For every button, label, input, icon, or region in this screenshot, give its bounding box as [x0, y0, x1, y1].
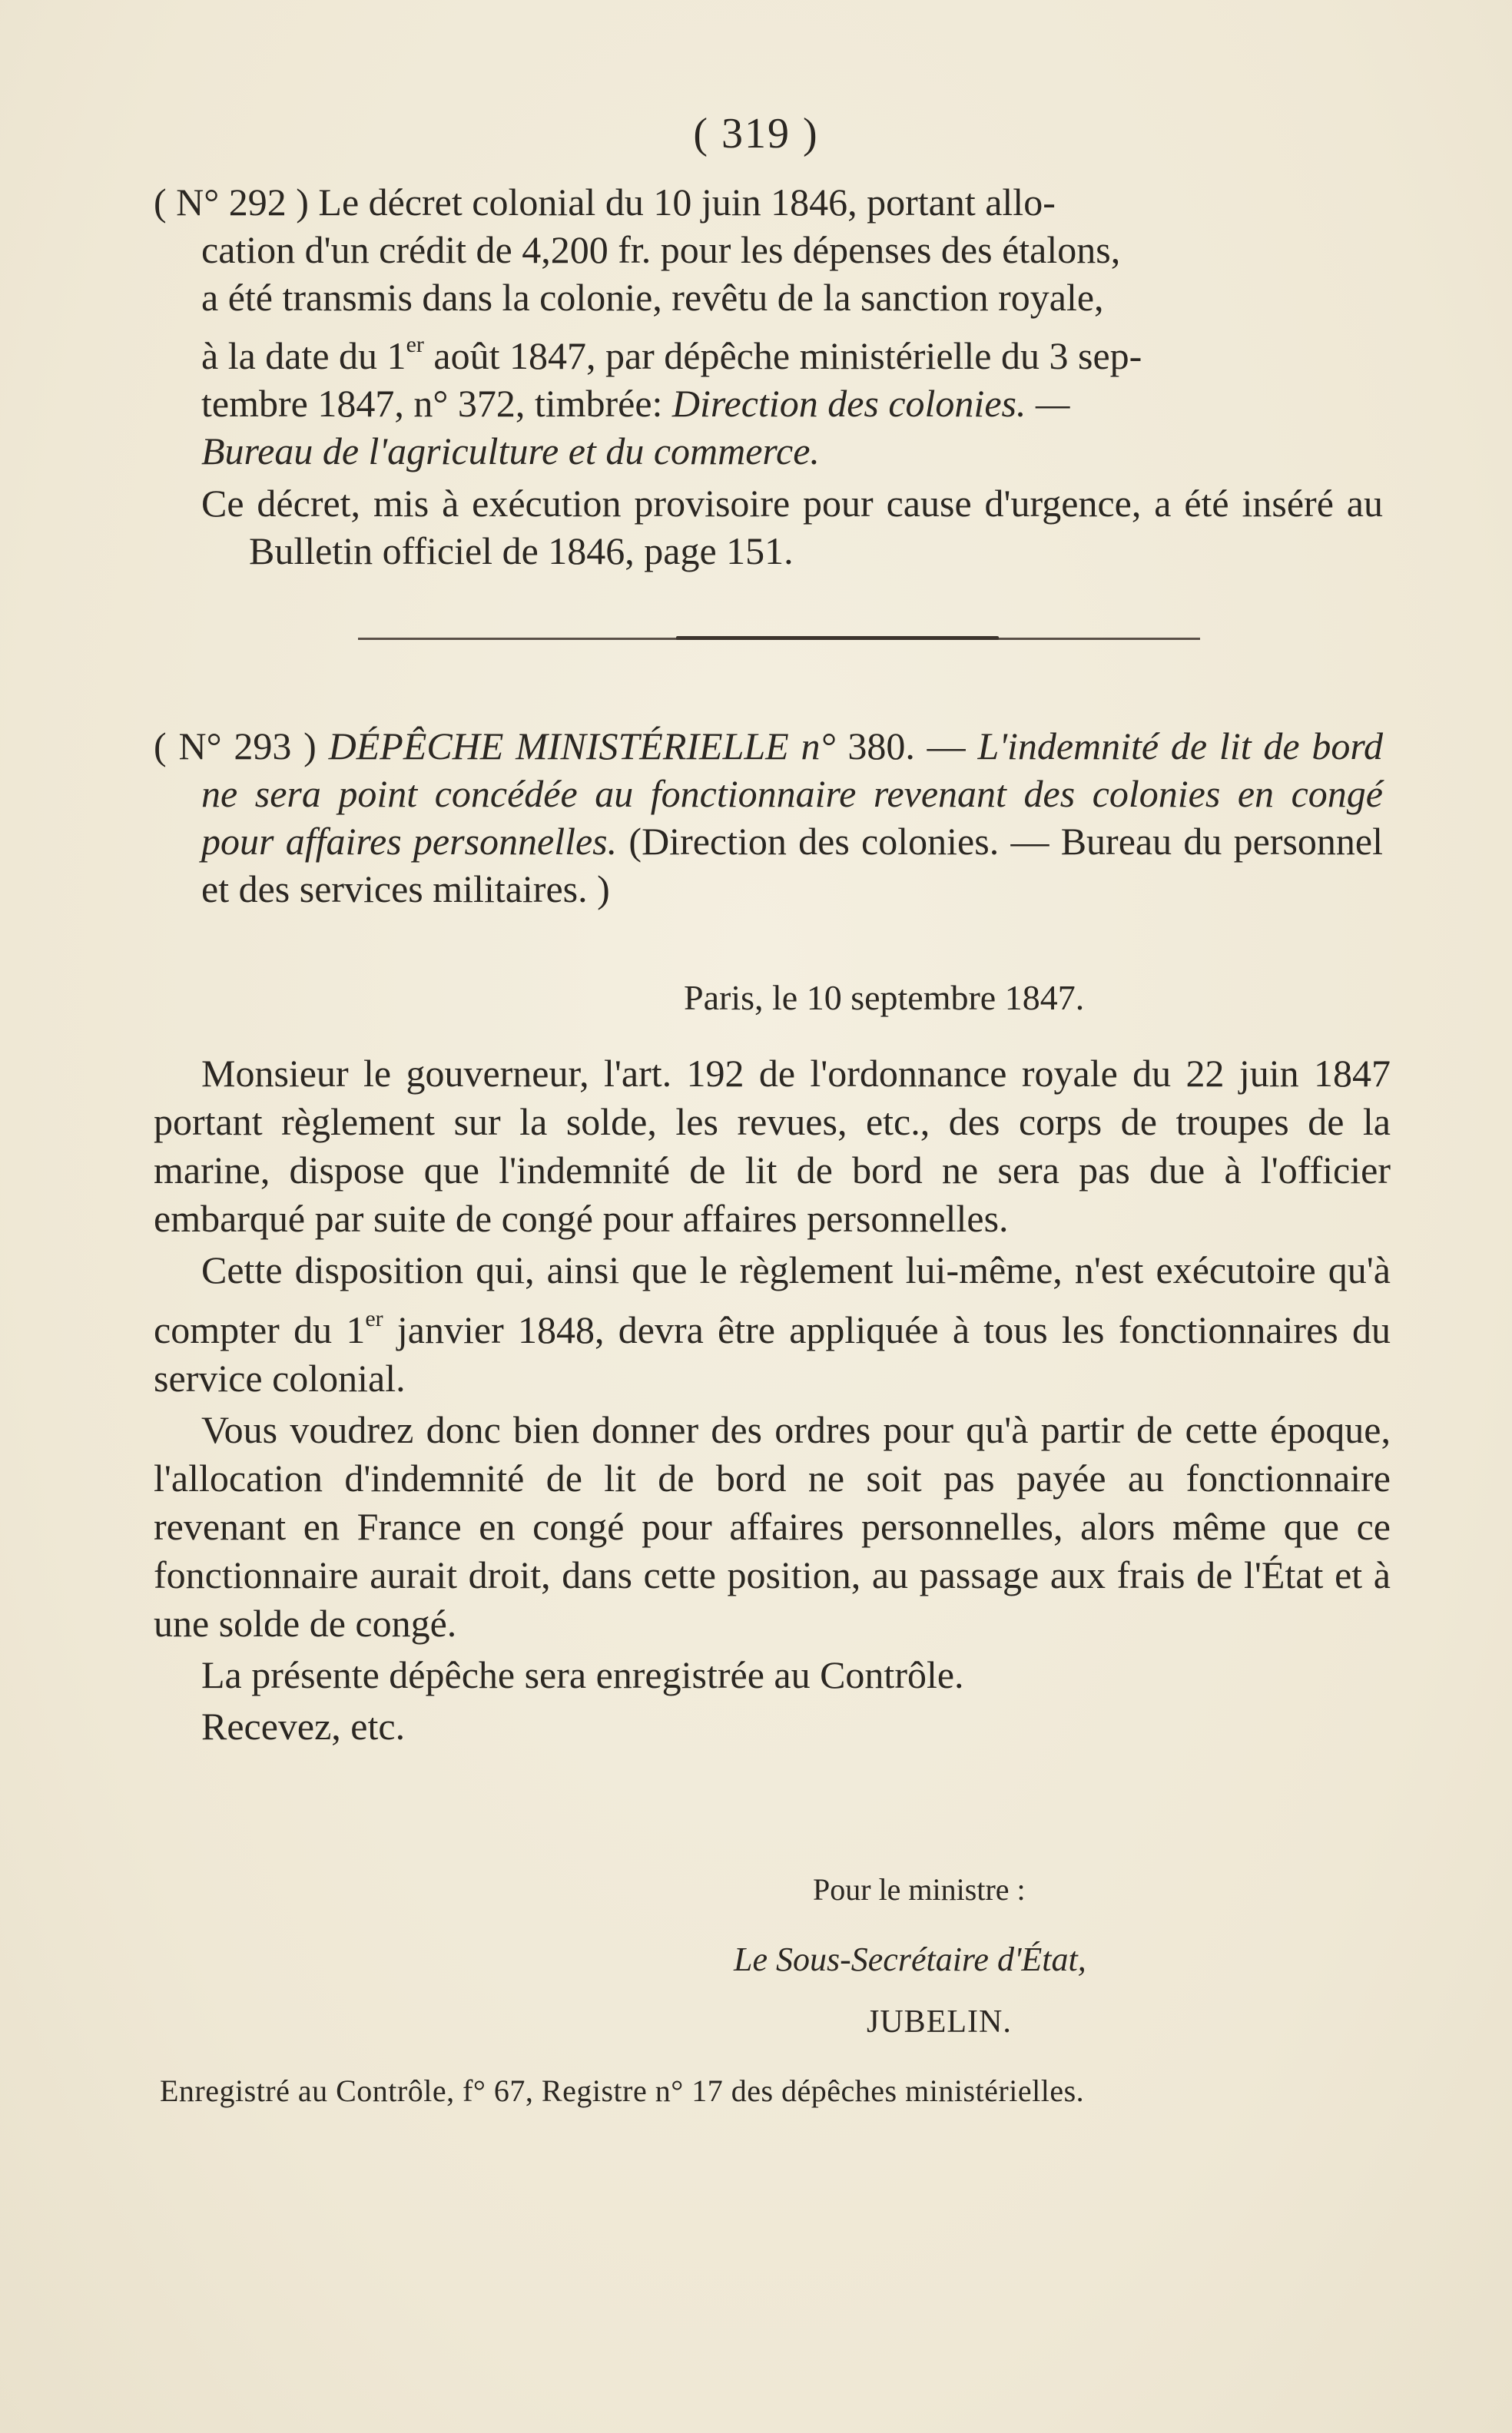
- dispatch-para-2-sup: er: [365, 1306, 383, 1331]
- entry-292-line-5-italic: Direction des colonies. —: [671, 382, 1070, 425]
- entry-293-title: DÉPÊCHE MINISTÉRIELLE n°: [328, 724, 836, 767]
- entry-292-para-2: Ce décret, mis à exécution provisoire pour cause d'urgence, a été inséré au Bulletin officiel de 1846, page 151.: [201, 482, 1383, 572]
- entry-293-title-number: 380. —: [835, 724, 978, 767]
- entry-292-line-4-a: à la date du 1: [201, 334, 406, 377]
- section-divider-accent: [676, 636, 999, 640]
- dispatch-para-2-a: Cette disposition qui, ainsi que le règlement lui-même, n'est exécutoire qu'à compter du 1: [154, 1248, 1391, 1351]
- entry-292-line-4-sup: er: [406, 332, 424, 357]
- signature-line-2: Le Sous-Secrétaire d'État,: [734, 1941, 1086, 1978]
- entry-293-heading: [154, 722, 1383, 916]
- dispatch-para-2: [154, 1246, 1391, 1403]
- signature-line-1: Pour le ministre :: [813, 1872, 1026, 1907]
- dispatch-body: [154, 1049, 1391, 1754]
- signature-name: JUBELIN.: [867, 2004, 1012, 2040]
- entry-292-line-6: Bureau de l'agriculture et du commerce.: [201, 429, 820, 472]
- registration-footer: Enregistré au Contrôle, f° 67, Registre n° 17 des dépêches ministérielles.: [160, 2073, 1085, 2108]
- entry-293-number: ( N° 293 ): [154, 724, 329, 767]
- entry-292-line-5: [154, 380, 1383, 427]
- entry-293-subject: L'indemnité de lit de bord ne sera point concédée au fonctionnaire revenant des colonies en congé pour affaires personnelles.: [201, 724, 1384, 863]
- dispatch-para-3: Vous voudrez donc bien donner des ordres pour qu'à partir de cette époque, l'allocation d'indemnité de lit de bord ne soit pas payée au fonctionnaire revenant en France en congé pour affaires personnelles, alors même que ce fonctionnaire aurait droit, dans cette position, au passage aux frais de l'État et à une solde de congé.: [154, 1408, 1391, 1645]
- dispatch-date: Paris, le 10 septembre 1847.: [684, 978, 1085, 1017]
- dispatch-para-5: Recevez, etc.: [201, 1705, 406, 1748]
- entry-292-line-1: ( N° 292 ) Le décret colonial du 10 juin 1846, portant allo-: [154, 181, 1056, 224]
- dispatch-para-1: Monsieur le gouverneur, l'art. 192 de l'ordonnance royale du 22 juin 1847 portant règlement sur la solde, les revues, etc., des corps de troupes de la marine, dispose que l'indemnité de lit de bord ne sera pas due à l'officier embarqué par suite de congé pour affaires personnelles.: [154, 1052, 1391, 1240]
- dispatch-para-4: La présente dépêche sera enregistrée au Contrôle.: [201, 1653, 964, 1696]
- entry-292-line-2: cation d'un crédit de 4,200 fr. pour les dépenses des étalons,: [201, 228, 1121, 271]
- entry-293-heading-text: [154, 722, 1383, 913]
- page-number: ( 319 ): [693, 110, 819, 157]
- entry-292-line-4: [154, 321, 1383, 380]
- entry-292-line-5-a: tembre 1847, n° 372, timbrée:: [201, 382, 672, 425]
- entry-292: [154, 178, 1383, 575]
- entry-292-line-4-b: août 1847, par dépêche ministérielle du 3 sep-: [423, 334, 1142, 377]
- entry-293-office: (Direction des colonies. — Bureau du personnel et des services militaires. ): [201, 820, 1384, 910]
- dispatch-para-2-b: janvier 1848, devra être appliquée à tous les fonctionnaires du service colonial.: [154, 1308, 1391, 1400]
- entry-292-line-3: a été transmis dans la colonie, revêtu de la sanction royale,: [201, 276, 1104, 319]
